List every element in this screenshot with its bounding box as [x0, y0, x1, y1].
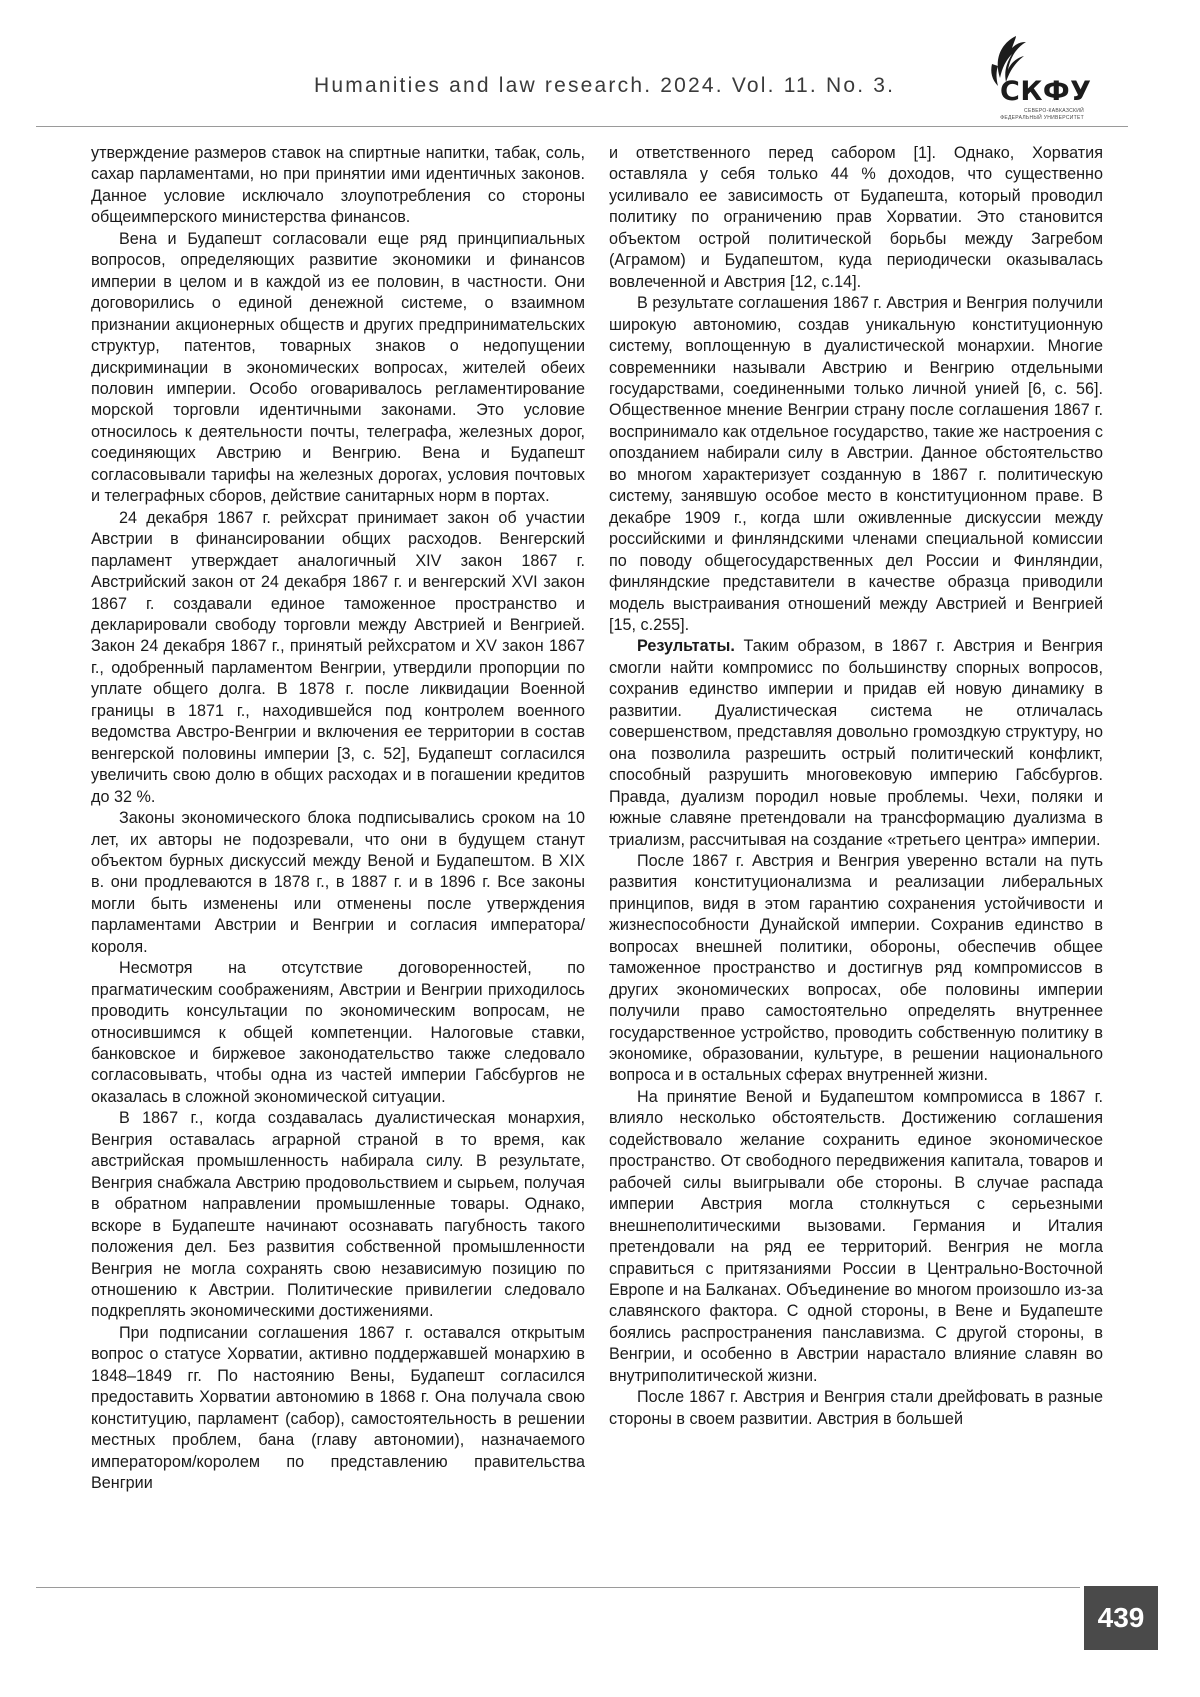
- paragraph: утверждение размеров ставок на спиртные напитки, табак, соль, сахар парламентами, но при принятии ими идентичных законов. Данное условие исключало злоупотребления со стороны общеимперского министерства финансов.: [91, 143, 585, 229]
- logo-subtitle: ФЕДЕРАЛЬНЫЙ УНИВЕРСИТЕТ: [978, 115, 1084, 121]
- paragraph: Законы экономического блока подписывались сроком на 10 лет, их авторы не подозревали, что они в будущем станут объектом бурных дискуссий между Веной и Будапештом. В XIX в. они продлеваются в 1878 г., в 1887 г. и в 1896 г. Все законы могли быть изменены или отменены после утверждения парламентами Австрии и Венгрии и согласия императора/короля.: [91, 808, 585, 958]
- paragraph: 24 декабря 1867 г. рейхсрат принимает закон об участии Австрии в финансировании общих расходов. Венгерский парламент утверждает аналогичный XIV закон 1867 г. Австрийский закон от 24 декабря 1867 г. и венгерский XVI закон 1867 г. создавали единое таможенное пространство и декларировали свободу торговли между Австрией и Венгрией. Закон 24 декабря 1867 г., принятый рейхсратом и XV закон 1867 г., одобренный парламентом Венгрии, утвердили пропорции по уплате общего долга. В 1878 г. после ликвидации Военной границы в 1871 г., находившейся под контролем военного ведомства Австро-Венгрии и включения ее территории в состав венгерской половины империи [3, с. 52], Будапешт согласился увеличить свою долю в общих расходах и в погашении кредитов до 32 %.: [91, 508, 585, 808]
- paragraph: В результате соглашения 1867 г. Австрия и Венгрия получили широкую автономию, создав уникальную конституционную систему, воплощенную в дуалистической монархии. Многие современники называли Австрию и Венгрию отдельными государствами, соединенными только личной унией [6, с. 56]. Общественное мнение Венгрии страну после соглашения 1867 г. воспринимало как отдельное государство, такие же настроения с опозданием набирали силу в Австрии. Данное обстоятельство во многом характеризует созданную в 1867 г. политическую систему, занявшую особое место в конституционном праве. В декабре 1909 г., когда шли оживленные дискуссии между российскими и финляндскими членами специальной комиссии по поводу общегосударственных дел России и Финляндии, финляндские представители в качестве образца приводили модель выстраивания отношений между Австрией и Венгрией [15, с.255].: [609, 293, 1103, 636]
- results-heading: Результаты.: [637, 637, 735, 655]
- logo-subtitle: СЕВЕРО-КАВКАЗСКИЙ: [978, 108, 1084, 114]
- footer-divider: [36, 1587, 1080, 1588]
- page-number: 439: [1084, 1586, 1158, 1650]
- logo-name: СКФУ: [1000, 76, 1091, 107]
- journal-header: Humanities and law research. 2024. Vol. 11. No. 3.: [314, 74, 895, 98]
- paragraph: После 1867 г. Австрия и Венгрия уверенно встали на путь развития конституционализма и реализации либеральных принципов, видя в этом гарантию сохранения устойчивости и жизнеспособности Дунайской империи. Сохранив единство в вопросах внешней политики, обороны, обеспечив общее таможенное пространство и достигнув ряд компромиссов в других экономических вопросах, обе половины империи получили право самостоятельно определять внутреннее государственное устройство, проводить собственную политику в экономике, образовании, культуре, в решении национального вопроса и в остальных сферах внутренней жизни.: [609, 851, 1103, 1087]
- results-paragraph: [609, 636, 1103, 851]
- paragraph: После 1867 г. Австрия и Венгрия стали дрейфовать в разные стороны в своем развитии. Австрия в большей: [609, 1387, 1103, 1430]
- paragraph: Несмотря на отсутствие договоренностей, по прагматическим соображениям, Австрии и Венгрии приходилось проводить консультации по экономическим вопросам, не относившимся к общей компетенции. Налоговые ставки, банковское и биржевое законодательство также следовало согласовывать, чтобы одна из частей империи Габсбургов не оказалась в сложной экономической ситуации.: [91, 958, 585, 1108]
- paragraph: Вена и Будапешт согласовали еще ряд принципиальных вопросов, определяющих развитие экономики и финансов империи в целом и в каждой из ее половин, в частности. Они договорились о единой денежной системе, о взаимном признании акционерных обществ и других предпринимательских структур, патентов, товарных знаков о недопущении дискриминации в экономических вопросах, жителей обеих половин империи. Особо оговаривалось регламентирование морской торговли идентичными законами. Это условие относилось к деятельности почты, телеграфа, железных дорог, соединяющих Австрию и Венгрию. Вена и Будапешт согласовывали тарифы на железных дорогах, условия почтовых и телеграфных сборов, действие санитарных норм в портах.: [91, 229, 585, 508]
- paragraph: и ответственного перед сабором [1]. Однако, Хорватия оставляла у себя только 44 % доходов, что существенно усиливало ее зависимость от Будапешта, который проводил политику по ограничению прав Хорватии. Это становится объектом острой политической борьбы между Загребом (Аграмом) и Будапештом, куда периодически оказывалась вовлеченной и Австрия [12, с.14].: [609, 143, 1103, 293]
- header-divider: [36, 126, 1128, 127]
- paragraph: При подписании соглашения 1867 г. оставался открытым вопрос о статусе Хорватии, активно поддержавшей монархию в 1848–1849 гг. По настоянию Вены, Будапешт согласился предоставить Хорватии автономию в 1868 г. Она получала свою конституцию, парламент (сабор), самостоятельность в решении местных проблем, бана (главу автономии), назначаемого императором/королем по представлению правительства Венгрии: [91, 1323, 585, 1495]
- right-column: [609, 143, 1103, 1430]
- university-logo: [978, 34, 1084, 122]
- paragraph: На принятие Веной и Будапештом компромисса в 1867 г. влияло несколько обстоятельств. Достижению соглашения содействовало желание сохранить единое экономическое пространство. От свободного передвижения капитала, товаров и рабочей силы выигрывали обе стороны. В случае распада империи Австрия могла столкнуться с серьезными внешнеполитическими вызовами. Германия и Италия претендовали на ряд ее территорий. Венгрия не могла справиться с притязаниями России в Центрально-Восточной Европе и на Балканах. Объединение во многом произошло из-за славянского фактора. С одной стороны, в Вене и Будапеште боялись распространения панславизма. С другой стороны, в Венгрии, и особенно в Австрии нарастало влияние славян во внутриполитической жизни.: [609, 1087, 1103, 1387]
- results-text: Таким образом, в 1867 г. Австрия и Венгрия смогли найти компромисс по большинству спорных вопросов, сохранив единство империи и придав ей новую динамику в развитии. Дуалистическая система не отличалась совершенством, представляя довольно громоздкую структуру, но она позволила разрешить острый политический конфликт, способный разрушить многовековую империю Габсбургов. Правда, дуализм породил новые проблемы. Чехи, поляки и южные славяне претендовали на трансформацию дуализма в триализм, рассчитывая на создание «третьего центра» империи.: [609, 637, 1103, 848]
- paragraph: В 1867 г., когда создавалась дуалистическая монархия, Венгрия оставалась аграрной страной в то время, как австрийская промышленность набирала силу. В результате, Венгрия снабжала Австрию продовольствием и сырьем, получая в обратном направлении промышленные товары. Однако, вскоре в Будапеште начинают осознавать пагубность такого положения дел. Без развития собственной промышленности Венгрия не могла сохранять свою независимую позицию по отношению к Австрии. Политические привилегии следовало подкреплять экономическими достижениями.: [91, 1108, 585, 1323]
- left-column: [91, 143, 585, 1495]
